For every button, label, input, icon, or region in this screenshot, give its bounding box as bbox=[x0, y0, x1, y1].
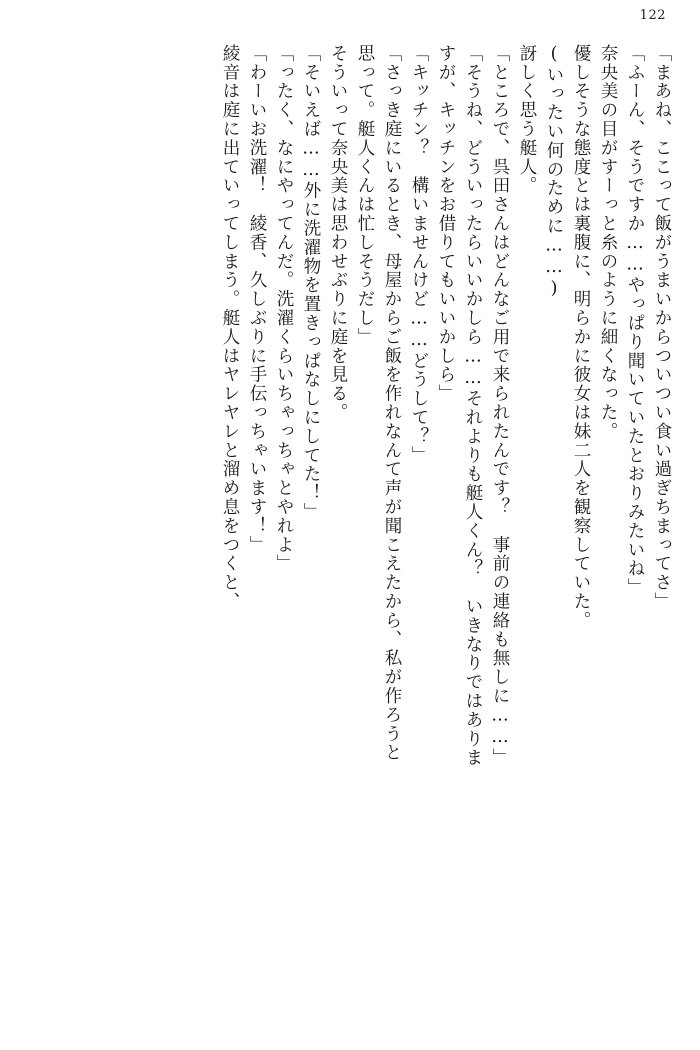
text-line: 「そうね、どういったらいいかしら……それよりも艇人くん？ いきなりではありま bbox=[463, 44, 483, 768]
text-line: 「わーいお洗濯！ 綾香、久しぶりに手伝っちゃいます！」 bbox=[247, 44, 267, 555]
text-line: 思って。艇人くんは忙しそうだし」 bbox=[355, 44, 375, 347]
text-line: 「ふーん、そうですか……やっぱり聞いていたとおりみたいね」 bbox=[625, 44, 645, 598]
text-line: 優しそうな態度とは裏腹に、明らかに彼女は妹二人を観察していた。 bbox=[571, 44, 591, 630]
text-line: 「まあね、ここって飯がうまいからついつい食い過ぎちまってさ」 bbox=[652, 44, 672, 611]
vertical-text-body bbox=[30, 44, 670, 1020]
text-line: すが、キッチンをお借りてもいいかしら」 bbox=[436, 44, 456, 404]
text-line: 「そいえば……外に洗濯物を置きっぱなしにしてた！」 bbox=[301, 44, 321, 522]
text-line: そういって奈央美は思わせぶりに庭を見る。 bbox=[328, 44, 348, 422]
text-line: 「キッチン？ 構いませんけど……どうして？」 bbox=[409, 44, 429, 465]
page-number: 122 bbox=[639, 8, 666, 23]
text-line: 「ところで、呉田さんはどんなご用で来られたんです？ 事前の連絡も無しに……」 bbox=[490, 44, 510, 768]
text-line: 奈央美の目がすーっと糸のように細くなった。 bbox=[598, 44, 618, 441]
text-line: 訝しく思う艇人。 bbox=[517, 44, 537, 196]
text-line: 「ったく、なにやってんだ。洗濯くらいちゃっちゃとやれよ」 bbox=[274, 44, 294, 574]
text-line: 「さっき庭にいるとき、母屋からご飯を作れなんて声が聞こえたから、私が作ろうと bbox=[382, 44, 402, 763]
text-line: (いったい何のために……) bbox=[544, 44, 564, 300]
text-line: 綾音は庭に出ていってしまう。艇人はヤレヤレと溜め息をつくと、 bbox=[220, 44, 240, 611]
